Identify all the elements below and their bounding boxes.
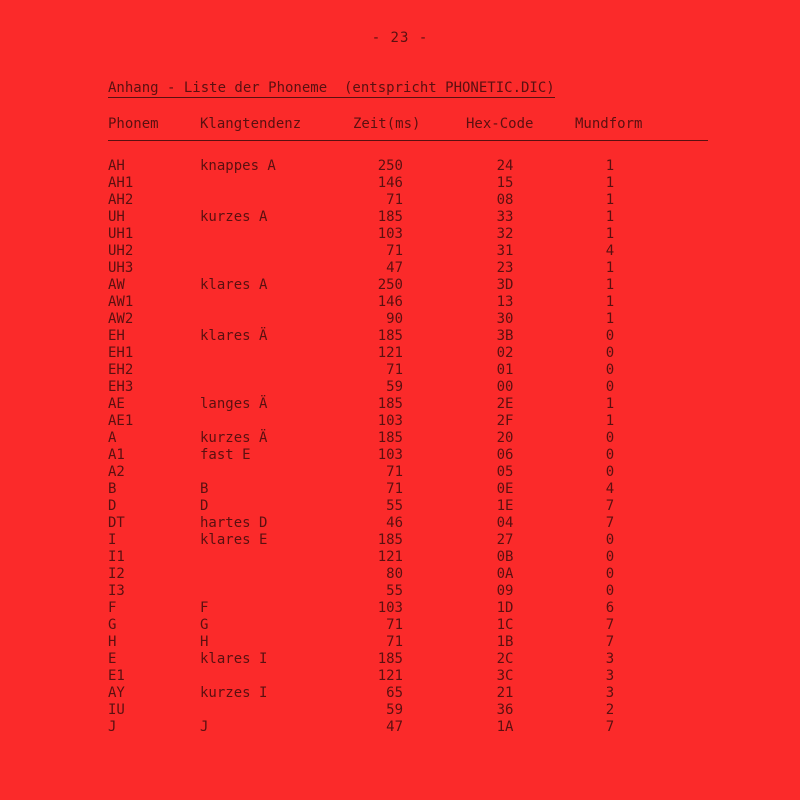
table-row bbox=[0, 243, 800, 260]
phonem-cell: EH1 bbox=[108, 345, 134, 361]
klangtendenz-cell: kurzes A bbox=[200, 209, 268, 225]
klangtendenz-cell: knappes A bbox=[200, 158, 276, 174]
zeit-cell: 59 bbox=[386, 702, 403, 718]
phonem-cell: D bbox=[108, 498, 117, 514]
hex-code-cell: 23 bbox=[496, 260, 514, 276]
mundform-cell: 1 bbox=[605, 226, 615, 242]
phonem-cell: A2 bbox=[108, 464, 125, 480]
table-row bbox=[0, 532, 800, 549]
phonem-cell: AH1 bbox=[108, 175, 134, 191]
hex-code-cell: 2C bbox=[496, 651, 514, 667]
zeit-cell: 185 bbox=[377, 430, 403, 446]
phonem-cell: E bbox=[108, 651, 117, 667]
hex-code-cell: 33 bbox=[496, 209, 514, 225]
table-row bbox=[0, 396, 800, 413]
phonem-cell: F bbox=[108, 600, 117, 616]
zeit-cell: 146 bbox=[377, 294, 403, 310]
mundform-cell: 1 bbox=[605, 294, 615, 310]
hex-code-cell: 0A bbox=[496, 566, 514, 582]
hex-code-cell: 21 bbox=[496, 685, 514, 701]
klangtendenz-cell: klares Ä bbox=[200, 328, 268, 344]
mundform-cell: 1 bbox=[605, 311, 615, 327]
mundform-cell: 7 bbox=[605, 719, 615, 735]
table-row bbox=[0, 583, 800, 600]
table-row bbox=[0, 430, 800, 447]
zeit-cell: 59 bbox=[386, 379, 403, 395]
table-row bbox=[0, 668, 800, 685]
hex-code-cell: 01 bbox=[496, 362, 514, 378]
zeit-cell: 185 bbox=[377, 328, 403, 344]
table-row bbox=[0, 209, 800, 226]
mundform-cell: 0 bbox=[605, 464, 615, 480]
table-row bbox=[0, 277, 800, 294]
mundform-cell: 0 bbox=[605, 566, 615, 582]
phonem-cell: A1 bbox=[108, 447, 125, 463]
phonem-cell: EH3 bbox=[108, 379, 134, 395]
zeit-cell: 90 bbox=[386, 311, 403, 327]
table-row bbox=[0, 600, 800, 617]
zeit-cell: 185 bbox=[377, 396, 403, 412]
zeit-cell: 121 bbox=[377, 345, 403, 361]
table-row bbox=[0, 345, 800, 362]
phonem-cell: EH2 bbox=[108, 362, 134, 378]
mundform-cell: 3 bbox=[605, 668, 615, 684]
klangtendenz-cell: langes Ä bbox=[200, 396, 268, 412]
hex-code-cell: 32 bbox=[496, 226, 514, 242]
table-row bbox=[0, 464, 800, 481]
zeit-cell: 55 bbox=[386, 583, 403, 599]
column-header-phonem: Phonem bbox=[108, 116, 159, 132]
hex-code-cell: 30 bbox=[496, 311, 514, 327]
hex-code-cell: 05 bbox=[496, 464, 514, 480]
mundform-cell: 4 bbox=[605, 481, 615, 497]
hex-code-cell: 1B bbox=[496, 634, 514, 650]
zeit-cell: 146 bbox=[377, 175, 403, 191]
table-row bbox=[0, 617, 800, 634]
hex-code-cell: 31 bbox=[496, 243, 514, 259]
phonem-cell: I bbox=[108, 532, 117, 548]
mundform-cell: 0 bbox=[605, 345, 615, 361]
hex-code-cell: 1A bbox=[496, 719, 514, 735]
zeit-cell: 250 bbox=[377, 277, 403, 293]
zeit-cell: 80 bbox=[386, 566, 403, 582]
table-row bbox=[0, 481, 800, 498]
zeit-cell: 71 bbox=[386, 464, 403, 480]
phonem-cell: AY bbox=[108, 685, 125, 701]
phonem-cell: IU bbox=[108, 702, 125, 718]
phonem-cell: EH bbox=[108, 328, 125, 344]
klangtendenz-cell: klares A bbox=[200, 277, 268, 293]
phonem-cell: UH1 bbox=[108, 226, 134, 242]
mundform-cell: 0 bbox=[605, 379, 615, 395]
hex-code-cell: 3B bbox=[496, 328, 514, 344]
table-row bbox=[0, 158, 800, 175]
phoneme-table bbox=[0, 158, 800, 736]
phonem-cell: A bbox=[108, 430, 117, 446]
table-row bbox=[0, 702, 800, 719]
header-divider bbox=[108, 140, 708, 141]
zeit-cell: 71 bbox=[386, 634, 403, 650]
mundform-cell: 4 bbox=[605, 243, 615, 259]
table-row bbox=[0, 175, 800, 192]
hex-code-cell: 13 bbox=[496, 294, 514, 310]
table-row bbox=[0, 226, 800, 243]
hex-code-cell: 02 bbox=[496, 345, 514, 361]
phonem-cell: DT bbox=[108, 515, 125, 531]
mundform-cell: 1 bbox=[605, 192, 615, 208]
zeit-cell: 47 bbox=[386, 260, 403, 276]
table-row bbox=[0, 515, 800, 532]
mundform-cell: 0 bbox=[605, 447, 615, 463]
table-row bbox=[0, 362, 800, 379]
zeit-cell: 103 bbox=[377, 413, 403, 429]
klangtendenz-cell: fast E bbox=[200, 447, 251, 463]
mundform-cell: 3 bbox=[605, 651, 615, 667]
klangtendenz-cell: klares E bbox=[200, 532, 268, 548]
page-number: - 23 - bbox=[371, 30, 429, 46]
mundform-cell: 1 bbox=[605, 413, 615, 429]
hex-code-cell: 3D bbox=[496, 277, 514, 293]
mundform-cell: 3 bbox=[605, 685, 615, 701]
mundform-cell: 0 bbox=[605, 549, 615, 565]
phonem-cell: I3 bbox=[108, 583, 125, 599]
mundform-cell: 1 bbox=[605, 158, 615, 174]
zeit-cell: 71 bbox=[386, 481, 403, 497]
hex-code-cell: 00 bbox=[496, 379, 514, 395]
zeit-cell: 121 bbox=[377, 549, 403, 565]
table-row bbox=[0, 328, 800, 345]
klangtendenz-cell: D bbox=[200, 498, 209, 514]
hex-code-cell: 15 bbox=[496, 175, 514, 191]
mundform-cell: 0 bbox=[605, 328, 615, 344]
table-row bbox=[0, 311, 800, 328]
hex-code-cell: 1C bbox=[496, 617, 514, 633]
table-row bbox=[0, 498, 800, 515]
mundform-cell: 7 bbox=[605, 498, 615, 514]
zeit-cell: 71 bbox=[386, 192, 403, 208]
zeit-cell: 250 bbox=[377, 158, 403, 174]
zeit-cell: 103 bbox=[377, 600, 403, 616]
phonem-cell: H bbox=[108, 634, 117, 650]
phonem-cell: J bbox=[108, 719, 117, 735]
zeit-cell: 55 bbox=[386, 498, 403, 514]
klangtendenz-cell: J bbox=[200, 719, 209, 735]
mundform-cell: 2 bbox=[605, 702, 615, 718]
phonem-cell: AE1 bbox=[108, 413, 134, 429]
hex-code-cell: 0E bbox=[496, 481, 514, 497]
phonem-cell: UH2 bbox=[108, 243, 134, 259]
klangtendenz-cell: F bbox=[200, 600, 209, 616]
column-header-mundform: Mundform bbox=[575, 116, 643, 132]
table-row bbox=[0, 719, 800, 736]
phonem-cell: UH3 bbox=[108, 260, 134, 276]
hex-code-cell: 2F bbox=[496, 413, 514, 429]
mundform-cell: 7 bbox=[605, 617, 615, 633]
zeit-cell: 71 bbox=[386, 243, 403, 259]
zeit-cell: 185 bbox=[377, 651, 403, 667]
mundform-cell: 0 bbox=[605, 430, 615, 446]
mundform-cell: 1 bbox=[605, 277, 615, 293]
phonem-cell: AH bbox=[108, 158, 125, 174]
klangtendenz-cell: kurzes I bbox=[200, 685, 268, 701]
table-row bbox=[0, 566, 800, 583]
zeit-cell: 47 bbox=[386, 719, 403, 735]
phonem-cell: AW1 bbox=[108, 294, 134, 310]
zeit-cell: 103 bbox=[377, 226, 403, 242]
mundform-cell: 0 bbox=[605, 583, 615, 599]
column-header-klangtendenz: Klangtendenz bbox=[200, 116, 302, 132]
table-row bbox=[0, 260, 800, 277]
phonem-cell: E1 bbox=[108, 668, 125, 684]
table-row bbox=[0, 379, 800, 396]
hex-code-cell: 0B bbox=[496, 549, 514, 565]
zeit-cell: 103 bbox=[377, 447, 403, 463]
hex-code-cell: 04 bbox=[496, 515, 514, 531]
table-row bbox=[0, 294, 800, 311]
hex-code-cell: 20 bbox=[496, 430, 514, 446]
klangtendenz-cell: kurzes Ä bbox=[200, 430, 268, 446]
zeit-cell: 71 bbox=[386, 362, 403, 378]
table-row bbox=[0, 685, 800, 702]
hex-code-cell: 2E bbox=[496, 396, 514, 412]
table-header bbox=[0, 116, 800, 136]
table-row bbox=[0, 447, 800, 464]
hex-code-cell: 09 bbox=[496, 583, 514, 599]
table-row bbox=[0, 192, 800, 209]
mundform-cell: 6 bbox=[605, 600, 615, 616]
mundform-cell: 1 bbox=[605, 260, 615, 276]
hex-code-cell: 1E bbox=[496, 498, 514, 514]
mundform-cell: 1 bbox=[605, 209, 615, 225]
page-title: Anhang - Liste der Phoneme (entspricht PHONETIC.DIC) bbox=[108, 80, 555, 96]
klangtendenz-cell: hartes D bbox=[200, 515, 268, 531]
mundform-cell: 7 bbox=[605, 634, 615, 650]
hex-code-cell: 3C bbox=[496, 668, 514, 684]
hex-code-cell: 08 bbox=[496, 192, 514, 208]
zeit-cell: 71 bbox=[386, 617, 403, 633]
zeit-cell: 185 bbox=[377, 209, 403, 225]
hex-code-cell: 1D bbox=[496, 600, 514, 616]
phonem-cell: AH2 bbox=[108, 192, 134, 208]
zeit-cell: 121 bbox=[377, 668, 403, 684]
phonem-cell: UH bbox=[108, 209, 125, 225]
phonem-cell: B bbox=[108, 481, 117, 497]
mundform-cell: 7 bbox=[605, 515, 615, 531]
phonem-cell: AE bbox=[108, 396, 125, 412]
phonem-cell: AW bbox=[108, 277, 125, 293]
phonem-cell: I2 bbox=[108, 566, 125, 582]
klangtendenz-cell: klares I bbox=[200, 651, 268, 667]
hex-code-cell: 36 bbox=[496, 702, 514, 718]
phonem-cell: G bbox=[108, 617, 117, 633]
column-header-hex-code: Hex-Code bbox=[466, 116, 534, 132]
mundform-cell: 1 bbox=[605, 396, 615, 412]
hex-code-cell: 27 bbox=[496, 532, 514, 548]
mundform-cell: 0 bbox=[605, 362, 615, 378]
table-row bbox=[0, 549, 800, 566]
klangtendenz-cell: B bbox=[200, 481, 209, 497]
hex-code-cell: 06 bbox=[496, 447, 514, 463]
table-row bbox=[0, 651, 800, 668]
table-row bbox=[0, 634, 800, 651]
klangtendenz-cell: G bbox=[200, 617, 209, 633]
table-row bbox=[0, 413, 800, 430]
column-header-zeit: Zeit(ms) bbox=[353, 116, 421, 132]
zeit-cell: 65 bbox=[386, 685, 403, 701]
hex-code-cell: 24 bbox=[496, 158, 514, 174]
zeit-cell: 185 bbox=[377, 532, 403, 548]
phonem-cell: AW2 bbox=[108, 311, 134, 327]
phonem-cell: I1 bbox=[108, 549, 125, 565]
zeit-cell: 46 bbox=[386, 515, 403, 531]
mundform-cell: 0 bbox=[605, 532, 615, 548]
klangtendenz-cell: H bbox=[200, 634, 209, 650]
mundform-cell: 1 bbox=[605, 175, 615, 191]
